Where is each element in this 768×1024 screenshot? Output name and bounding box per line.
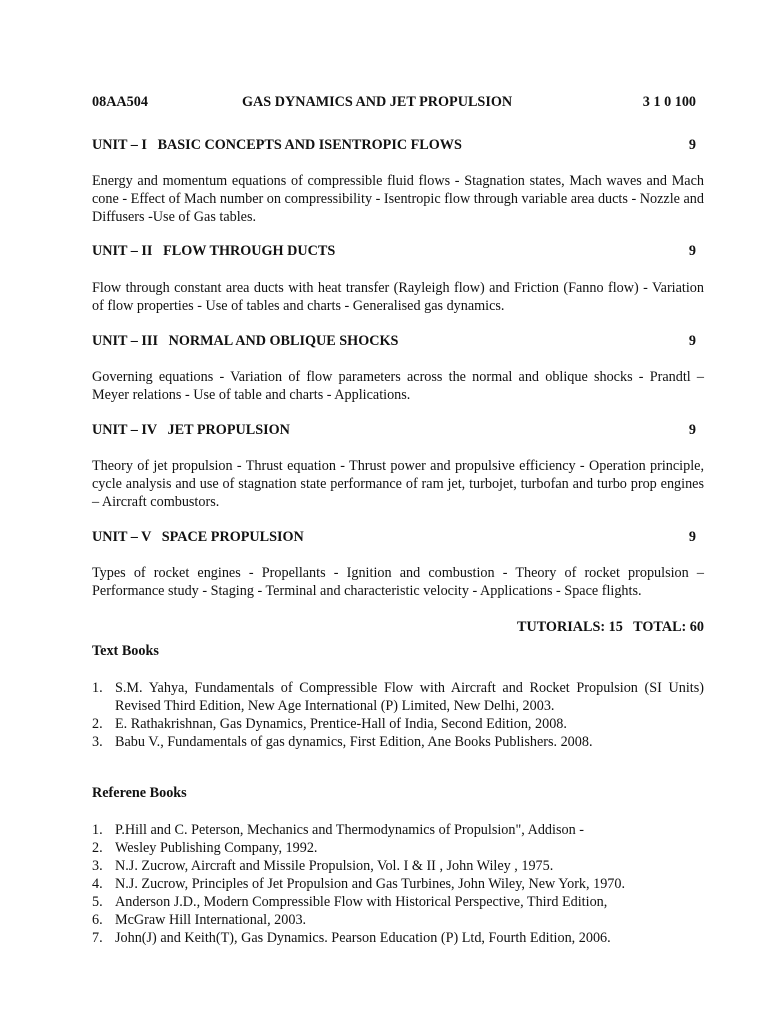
unit-4-heading xyxy=(92,422,704,440)
reference-book-entry: John(J) and Keith(T), Gas Dynamics. Pearson Education (P) Ltd, Fourth Edition, 2006. xyxy=(115,930,611,946)
list-item xyxy=(92,875,704,893)
reference-book-entry: Anderson J.D., Modern Compressible Flow with Historical Perspective, Third Edition, xyxy=(115,894,608,910)
list-number: 3. xyxy=(92,734,103,750)
unit-heading-text: UNIT – V SPACE PROPULSION xyxy=(92,529,304,545)
unit-hours: 9 xyxy=(688,243,696,259)
list-number: 1. xyxy=(92,822,103,838)
list-item xyxy=(92,857,704,875)
course-credits: 3 1 0 100 xyxy=(642,94,696,110)
course-code: 08AA504 xyxy=(92,94,148,110)
unit-1-heading xyxy=(92,137,704,155)
list-item xyxy=(92,733,704,751)
unit-5-description: Types of rocket engines - Propellants - Ignition and combustion - Theory of rocket propulsion – Performance study - Staging - Terminal and characteristic velocity - Applications - Space flights. xyxy=(92,565,704,599)
reference-book-entry: N.J. Zucrow, Principles of Jet Propulsion and Gas Turbines, John Wiley, New York, 1970. xyxy=(115,876,626,892)
list-number: 6. xyxy=(92,912,103,928)
unit-hours: 9 xyxy=(688,422,696,438)
totals-line: TUTORIALS: 15 TOTAL: 60 xyxy=(517,619,704,635)
unit-5-heading xyxy=(92,529,704,547)
list-number: 5. xyxy=(92,894,103,910)
reference-book-entry: McGraw Hill International, 2003. xyxy=(115,912,307,928)
text-book-entry: S.M. Yahya, Fundamentals of Compressible Flow with Aircraft and Rocket Propulsion (SI Units) Revised Third Edition, New Age International (P) Limited, New Delhi, 2003. xyxy=(115,680,704,714)
unit-2-heading xyxy=(92,243,704,261)
unit-heading-text: UNIT – I BASIC CONCEPTS AND ISENTROPIC FLOWS xyxy=(92,137,462,153)
list-item xyxy=(92,715,704,733)
unit-3-description: Governing equations - Variation of flow parameters across the normal and oblique shocks - Prandtl – Meyer relations - Use of table and charts - Applications. xyxy=(92,369,704,403)
list-number: 3. xyxy=(92,858,103,874)
list-number: 4. xyxy=(92,876,103,892)
unit-heading-text: UNIT – III NORMAL AND OBLIQUE SHOCKS xyxy=(92,333,399,349)
text-book-entry: E. Rathakrishnan, Gas Dynamics, Prentice-Hall of India, Second Edition, 2008. xyxy=(115,716,567,732)
unit-3-heading xyxy=(92,333,704,351)
list-number: 2. xyxy=(92,716,103,732)
course-title: GAS DYNAMICS AND JET PROPULSION xyxy=(242,94,513,110)
text-books-list xyxy=(92,679,704,751)
unit-4-description: Theory of jet propulsion - Thrust equation - Thrust power and propulsive efficiency - Operation principle, cycle analysis and use of stagnation state performance of ram jet, turbojet, turbofan and turbo prop engines – Aircraft combustors. xyxy=(92,458,704,510)
list-item xyxy=(92,679,704,715)
reference-books-heading: Referene Books xyxy=(92,785,187,801)
reference-book-entry: P.Hill and C. Peterson, Mechanics and Thermodynamics of Propulsion", Addison - xyxy=(115,822,584,838)
unit-hours: 9 xyxy=(688,137,696,153)
unit-heading-text: UNIT – II FLOW THROUGH DUCTS xyxy=(92,243,336,259)
list-item xyxy=(92,893,704,911)
reference-books-list xyxy=(92,821,704,947)
list-item xyxy=(92,911,704,929)
list-number: 1. xyxy=(92,680,103,696)
list-number: 7. xyxy=(92,930,103,946)
unit-heading-text: UNIT – IV JET PROPULSION xyxy=(92,422,290,438)
list-item xyxy=(92,821,704,839)
text-book-entry: Babu V., Fundamentals of gas dynamics, First Edition, Ane Books Publishers. 2008. xyxy=(115,734,593,750)
unit-2-description: Flow through constant area ducts with heat transfer (Rayleigh flow) and Friction (Fanno flow) - Variation of flow properties - Use of tables and charts - Generalised gas dynamics. xyxy=(92,280,704,314)
text-books-heading: Text Books xyxy=(92,643,159,659)
reference-book-entry: N.J. Zucrow, Aircraft and Missile Propulsion, Vol. I & II , John Wiley , 1975. xyxy=(115,858,554,874)
unit-hours: 9 xyxy=(688,333,696,349)
unit-hours: 9 xyxy=(688,529,696,545)
list-item xyxy=(92,839,704,857)
reference-book-entry: Wesley Publishing Company, 1992. xyxy=(115,840,318,856)
list-item xyxy=(92,929,704,947)
list-number: 2. xyxy=(92,840,103,856)
course-header xyxy=(92,94,704,112)
unit-1-description: Energy and momentum equations of compressible fluid flows - Stagnation states, Mach waves and Mach cone - Effect of Mach number on compressibility - Isentropic flow through variable area ducts - Nozzle and Diffusers -Use of Gas tables. xyxy=(92,173,704,225)
